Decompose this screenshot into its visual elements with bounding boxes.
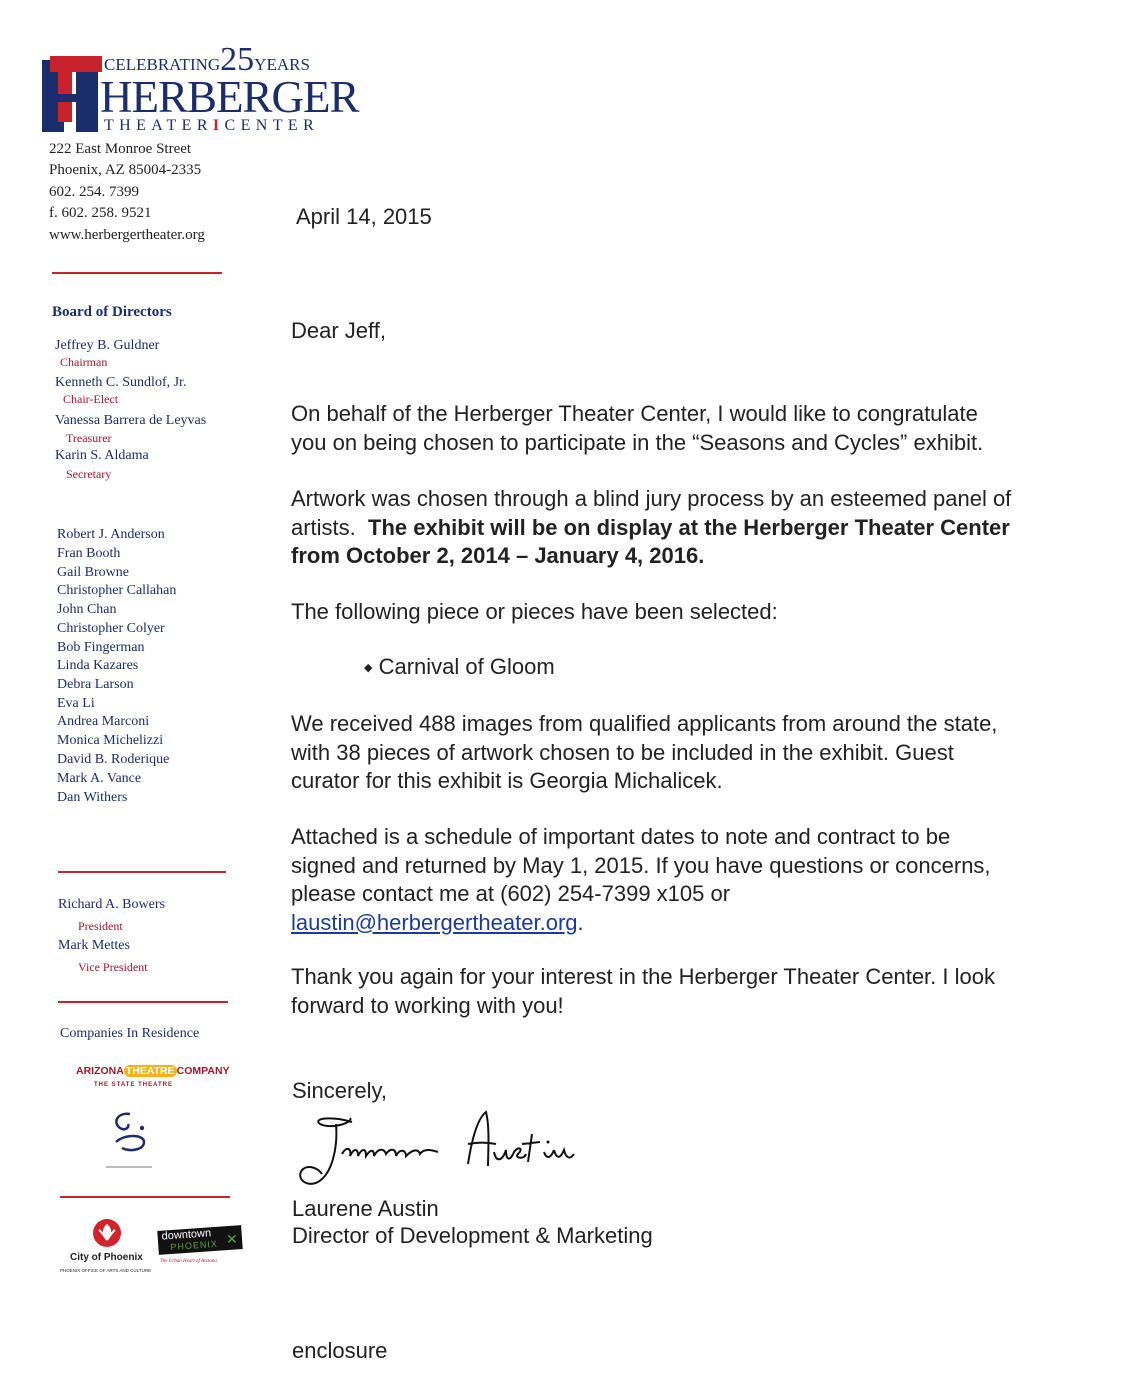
exhibit-display-text: The exhibit will be on display at the Herberger Theater Center — [368, 514, 1010, 540]
staff-name: Richard A. Bowers — [58, 897, 165, 912]
staff-role: Vice President — [78, 960, 148, 974]
paragraph-selected-intro: The following piece or pieces have been selected: — [291, 599, 778, 624]
officer-role: Secretary — [66, 467, 112, 481]
address-phone: 602. 254. 7399 — [49, 184, 139, 200]
organization-subtitle — [104, 117, 319, 135]
board-member: Christopher Colyer — [57, 621, 165, 636]
staff-name: Mark Mettes — [58, 938, 130, 953]
board-member: Fran Booth — [57, 546, 121, 561]
enclosure-note: enclosure — [292, 1338, 388, 1363]
companies-title: Companies In Residence — [60, 1026, 200, 1041]
paragraph-line: with 38 pieces of artwork chosen to be included in the exhibit. Guest — [291, 739, 954, 765]
atc-mid-text: THEATRE — [125, 1065, 175, 1077]
officer-role: Treasurer — [66, 431, 112, 445]
selected-piece-item — [364, 654, 555, 680]
divider-rule — [58, 1001, 228, 1003]
years-text: YEARS — [254, 55, 310, 74]
officer-role: Chair-Elect — [63, 392, 119, 406]
celebrating-text: CELEBRATING — [104, 55, 221, 74]
subtitle-right: CENTER — [224, 117, 320, 134]
staff-role: President — [78, 919, 123, 933]
board-member: Mark A. Vance — [57, 771, 142, 786]
downtown-x-icon: ✕ — [226, 1232, 238, 1248]
officer-name: Kenneth C. Sundlof, Jr. — [55, 375, 187, 390]
subtitle-divider: I — [212, 117, 225, 134]
board-member: Bob Fingerman — [57, 640, 145, 655]
signer-name: Laurene Austin — [292, 1196, 439, 1221]
arizona-theatre-company-logo — [76, 1065, 230, 1077]
paragraph-line: On behalf of the Herberger Theater Center, I would like to congratulate — [291, 401, 978, 426]
paragraph-statistics — [291, 710, 1097, 796]
herberger-logo-icon — [42, 56, 102, 132]
subtitle-left: THEATER — [104, 117, 213, 134]
salutation: Dear Jeff, — [291, 318, 386, 343]
paragraph-line: We received 488 images from qualified applicants from around the state, — [291, 711, 998, 736]
downtown-text: downtown — [161, 1227, 212, 1243]
officer-role: Chairman — [60, 355, 108, 369]
signer-title: Director of Development & Marketing — [292, 1223, 653, 1248]
paragraph-exhibit-dates — [291, 485, 1097, 571]
signature — [292, 1108, 592, 1190]
atc-subtitle: THE STATE THEATRE — [94, 1082, 173, 1088]
board-member: Robert J. Anderson — [57, 527, 165, 542]
paragraph-line — [291, 909, 1097, 938]
downtown-phoenix-text: PHOENIX — [170, 1238, 219, 1253]
board-member: Linda Kazares — [57, 658, 139, 673]
divider-rule — [58, 871, 226, 873]
officer-name: Jeffrey B. Guldner — [55, 338, 160, 353]
atc-left-text: ARIZONA — [76, 1065, 124, 1077]
board-member: Gail Browne — [57, 565, 129, 580]
downtown-tagline: The Urban Heart of Arizona — [160, 1259, 217, 1264]
paragraph-thanks — [291, 963, 1097, 1020]
board-member: Eva Li — [57, 696, 95, 711]
selected-piece-title: Carnival of Gloom — [378, 654, 555, 679]
letter-date: April 14, 2015 — [296, 204, 432, 229]
contact-email-link[interactable]: laustin@herbergertheater.org — [291, 909, 578, 935]
divider-rule — [52, 272, 222, 274]
board-member: Andrea Marconi — [57, 714, 150, 729]
officer-name: Karin S. Aldama — [55, 448, 149, 463]
address-city: Phoenix, AZ 85004-2335 — [49, 162, 202, 178]
board-member: Monica Michelizzi — [57, 733, 164, 748]
company-swirl-logo-icon — [108, 1108, 154, 1156]
paragraph-line: Thank you again for your interest in the Herberger Theater Center. I look — [291, 964, 995, 989]
divider-rule — [60, 1196, 230, 1198]
years-number: 25 — [220, 41, 255, 78]
paragraph-congratulations — [291, 400, 1097, 457]
city-subtitle: PHOENIX OFFICE OF ARTS AND CULTURE — [60, 1268, 152, 1273]
phoenix-bird-icon — [92, 1218, 122, 1248]
address-fax: f. 602. 258. 9521 — [49, 205, 152, 221]
officer-name: Vanessa Barrera de Leyvas — [55, 413, 207, 428]
paragraph-line: curator for this exhibit is Georgia Michalicek. — [291, 768, 723, 793]
paragraph-line: Artwork was chosen through a blind jury process by an esteemed panel of — [291, 486, 1012, 511]
paragraph-line: please contact me at (602) 254-7399 x105 or — [291, 881, 731, 906]
board-member: John Chan — [57, 602, 117, 617]
paragraph-line: signed and returned by May 1, 2015. If you have questions or concerns, — [291, 852, 991, 878]
closing: Sincerely, — [292, 1078, 387, 1103]
exhibit-dates-text: from October 2, 2014 – January 4, 2016. — [291, 543, 705, 568]
board-member: David B. Roderique — [57, 752, 170, 767]
swirl-caption-line — [106, 1166, 152, 1168]
bullet-diamond-icon: ◆ — [364, 661, 373, 674]
address-website[interactable]: www.herbergertheater.org — [49, 227, 205, 243]
atc-right-text: COMPANY — [176, 1065, 230, 1077]
paragraph-line: forward to working with you! — [291, 992, 564, 1018]
board-member: Debra Larson — [57, 677, 134, 692]
paragraph-line — [291, 514, 1097, 543]
paragraph-text: artists. — [291, 514, 356, 540]
board-member: Dan Withers — [57, 790, 128, 805]
city-of-phoenix-label: City of Phoenix — [70, 1252, 143, 1263]
paragraph-contact — [291, 823, 1097, 937]
board-member: Christopher Callahan — [57, 583, 177, 598]
email-period: . — [577, 909, 584, 935]
organization-name: HERBERGER — [100, 72, 359, 122]
address-street: 222 East Monroe Street — [49, 141, 192, 157]
paragraph-line: Attached is a schedule of important dates to note and contract to be — [291, 824, 951, 849]
paragraph-line: you on being chosen to participate in the “Seasons and Cycles” exhibit. — [291, 429, 984, 455]
board-title: Board of Directors — [52, 304, 172, 320]
